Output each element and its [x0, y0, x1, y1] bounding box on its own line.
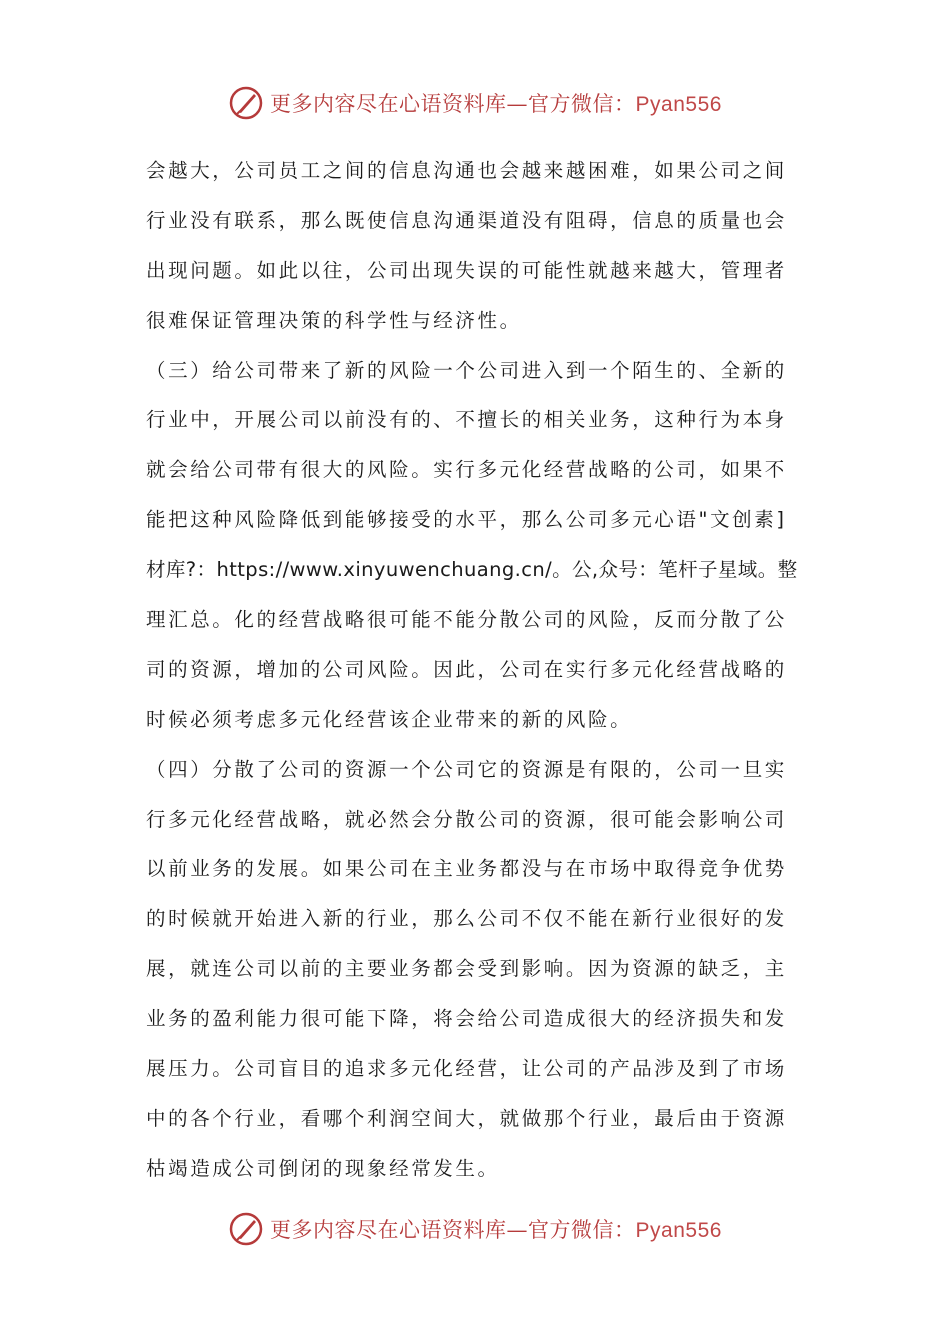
text-line: 展，就连公司以前的主要业务都会受到影响。因为资源的缺乏，主 — [146, 957, 787, 981]
footer-banner — [0, 1206, 950, 1252]
text-line: 业务的盈利能力很可能下降，将会给公司造成很大的经济损失和发 — [146, 1007, 787, 1031]
text-line: 的时候就开始进入新的行业，那么公司不仅不能在新行业很好的发 — [146, 907, 787, 931]
banner-text: 更多内容尽在心语资料库—官方微信：Pyan556 — [270, 1218, 722, 1242]
quill-logo-icon — [228, 1211, 264, 1247]
section-heading-line: （四）分散了公司的资源一个公司它的资源是有限的，公司一旦实 — [146, 757, 787, 781]
wechat-id: Pyan556 — [635, 93, 722, 116]
text-line: 能把这种风险降低到能够接受的水平，那么公司多元心语"文创素] — [146, 508, 787, 532]
banner-text: 更多内容尽在心语资料库—官方微信：Pyan556 — [270, 92, 722, 116]
header-banner — [0, 80, 950, 126]
text-line: 展压力。公司盲目的追求多元化经营，让公司的产品涉及到了市场 — [146, 1057, 787, 1081]
text-line: 以前业务的发展。如果公司在主业务都没与在市场中取得竞争优势 — [146, 857, 787, 881]
text-line: 司的资源，增加的公司风险。因此，公司在实行多元化经营战略的 — [146, 657, 787, 681]
document-body — [146, 146, 806, 1194]
text-line: 行业没有联系，那么既使信息沟通渠道没有阻碍，信息的质量也会 — [146, 208, 787, 232]
quill-logo-icon — [228, 85, 264, 121]
text-line: 很难保证管理决策的科学性与经济性。 — [146, 308, 522, 332]
text-line: 理汇总。化的经营战略很可能不能分散公司的风险，反而分散了公 — [146, 608, 787, 632]
section-heading-line: （三）给公司带来了新的风险一个公司进入到一个陌生的、全新的 — [146, 358, 787, 382]
text-line: 会越大，公司员工之间的信息沟通也会越来越困难，如果公司之间 — [146, 159, 787, 182]
text-line: 中的各个行业，看哪个利润空间大，就做那个行业，最后由于资源 — [146, 1106, 787, 1130]
text-line: 就会给公司带有很大的风险。实行多元化经营战略的公司，如果不 — [146, 458, 787, 482]
text-line: 行多元化经营战略，就必然会分散公司的资源，很可能会影响公司 — [146, 807, 787, 831]
text-line: 行业中，开展公司以前没有的、不擅长的相关业务，这种行为本身 — [146, 408, 787, 432]
text-line: 时候必须考虑多元化经营该企业带来的新的风险。 — [146, 707, 633, 731]
wechat-id: Pyan556 — [635, 1219, 722, 1242]
text-line: 出现问题。如此以往，公司出现失误的可能性就越来越大，管理者 — [146, 258, 787, 282]
text-line-url: 材库?：https://www.xinyuwenchuang.cn/。公,众号：笔杆子星域。整 — [146, 558, 798, 582]
text-line: 枯竭造成公司倒闭的现象经常发生。 — [146, 1156, 500, 1180]
